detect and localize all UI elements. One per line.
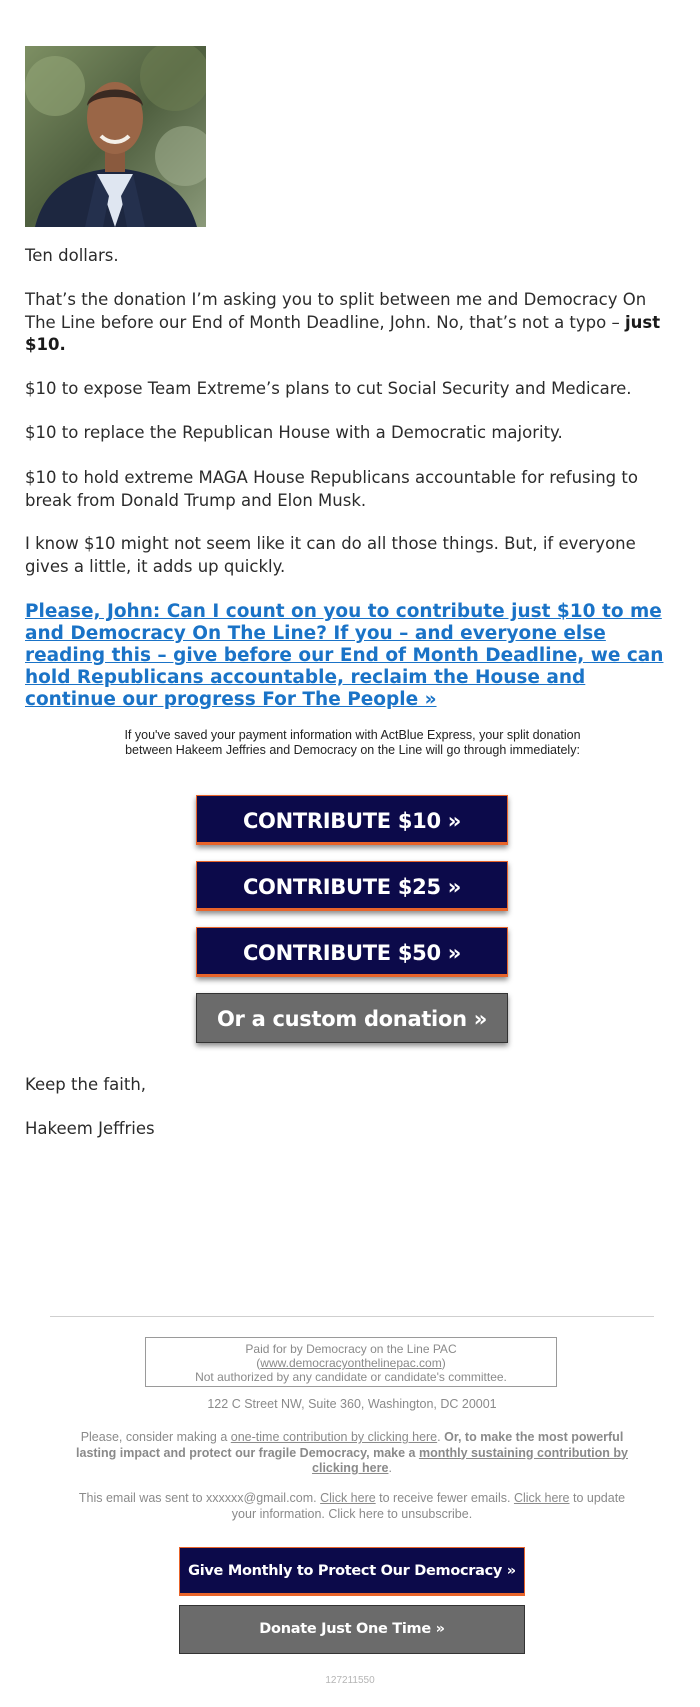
intro-text: That’s the donation I’m asking you to split between me and Democracy On The Line before our End of Month Deadline, John. No, that’s not a typo – bbox=[25, 290, 647, 332]
contribute-10-button[interactable]: CONTRIBUTE $10 » bbox=[196, 795, 508, 845]
consider-text-3: . bbox=[388, 1461, 392, 1475]
sent-text-1: This email was sent to xxxxxx@gmail.com. bbox=[78, 1491, 321, 1505]
update-info-link[interactable]: Click here bbox=[513, 1491, 570, 1505]
one-time-contribution-link[interactable]: one-time contribution by clicking here bbox=[230, 1430, 438, 1444]
paid-for-box bbox=[145, 1337, 557, 1387]
intro-paragraph bbox=[25, 289, 675, 357]
mailing-address: 122 C Street NW, Suite 360, Washington, DC 20001 bbox=[207, 1397, 497, 1411]
greeting: Ten dollars. bbox=[25, 246, 119, 265]
site-link-line: (www.democracyonthelinepac.com) bbox=[256, 1356, 446, 1370]
paragraph-social-security: $10 to expose Team Extreme’s plans to cut Social Security and Medicare. bbox=[25, 379, 632, 398]
consider-bold-text: Or, to make the most powerful lasting impact and protect our fragile Democracy, make a bbox=[76, 1430, 624, 1460]
donate-once-button[interactable]: Donate Just One Time » bbox=[179, 1605, 525, 1654]
fewer-emails-link[interactable]: Click here bbox=[320, 1491, 376, 1505]
site-link[interactable]: www.democracyonthelinepac.com bbox=[260, 1356, 442, 1370]
sender-portrait bbox=[25, 46, 206, 227]
give-monthly-button[interactable]: Give Monthly to Protect Our Democracy » bbox=[179, 1547, 525, 1596]
reference-code: 127211550 bbox=[325, 1675, 375, 1686]
contribute-cta-link[interactable]: Please, John: Can I count on you to contribute just $10 to me and Democracy On The Line? If you – and everyone else reading this – give before our End of Month Deadline, we can hold Republicans accountable, reclaim the House and continue our progress For The People » bbox=[25, 601, 664, 710]
signature: Hakeem Jeffries bbox=[25, 1119, 155, 1138]
footer-divider bbox=[50, 1316, 654, 1317]
actblue-express-note: If you've saved your payment information with ActBlue Express, your split donation between Hakeem Jeffries and Democracy on the Line will go through immediately: bbox=[124, 728, 581, 757]
consider-text-2: . bbox=[437, 1430, 445, 1444]
contribute-25-button[interactable]: CONTRIBUTE $25 » bbox=[196, 861, 508, 911]
paragraph-house-majority: $10 to replace the Republican House with a Democratic majority. bbox=[25, 423, 563, 442]
contribute-50-button[interactable]: CONTRIBUTE $50 » bbox=[196, 927, 508, 977]
custom-donation-button[interactable]: Or a custom donation » bbox=[196, 993, 508, 1043]
monthly-contribution-link[interactable]: monthly sustaining contribution by clicking here bbox=[312, 1445, 628, 1475]
sent-text-2: to receive fewer emails. bbox=[375, 1491, 514, 1505]
paragraph-accountability: $10 to hold extreme MAGA House Republicans accountable for refusing to break from Donald Trump and Elon Musk. bbox=[25, 468, 638, 510]
intro-bold: just $10. bbox=[25, 312, 661, 354]
not-authorized-text: Not authorized by any candidate or candidate's committee. bbox=[195, 1370, 507, 1384]
signoff: Keep the faith, bbox=[25, 1075, 147, 1094]
consider-text-1: Please, consider making a bbox=[80, 1430, 231, 1444]
paid-for-text: Paid for by Democracy on the Line PAC bbox=[245, 1342, 457, 1356]
sent-text-3: to update your information. Click here to unsubscribe. bbox=[231, 1491, 626, 1521]
email-sent-text bbox=[70, 1491, 634, 1522]
paragraph-adds-up: I know $10 might not seem like it can do all those things. But, if everyone gives a little, it adds up quickly. bbox=[25, 534, 636, 576]
contribution-options-text bbox=[70, 1430, 634, 1477]
